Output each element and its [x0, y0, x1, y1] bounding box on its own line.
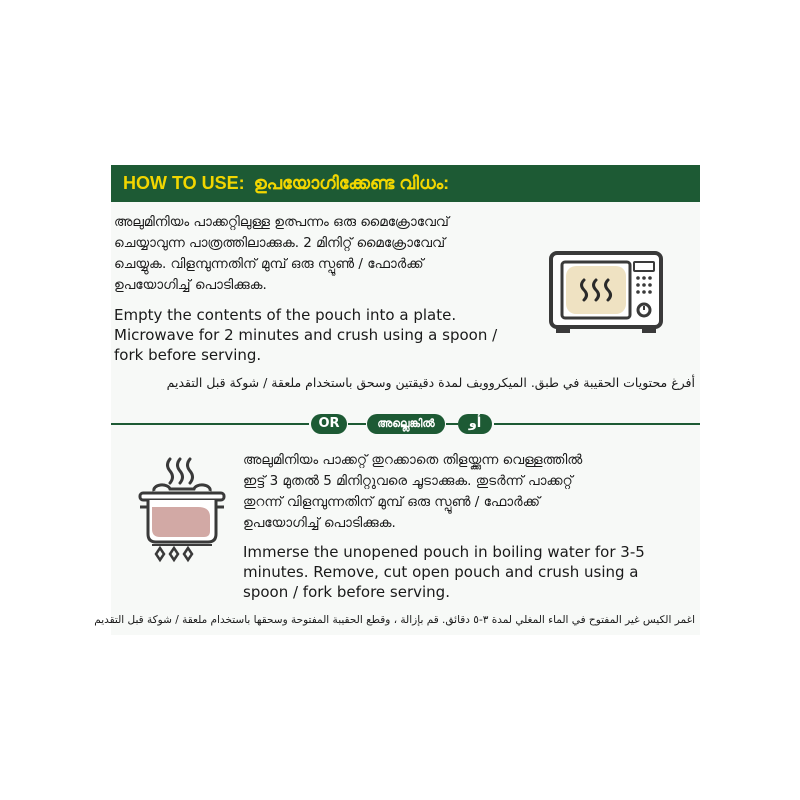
or-badge-en: OR	[311, 414, 347, 434]
method1-ml-line: ചെയ്യാവുന്ന പാത്രത്തിലാക്കുക. 2 മിനിറ്റ് മൈക്രോവേവ്	[114, 235, 446, 251]
divider-line-left	[111, 423, 309, 425]
method2-english	[243, 542, 673, 602]
method2-arabic: اغمر الكيس غير المفتوح في الماء المغلي لمدة ٣-٥ دقائق. قم بإزالة ، وقطع الحقيبة المفتوحة وسحقها باستخدام ملعقة / شوكة قبل التقديم	[94, 614, 695, 626]
microwave-icon	[548, 250, 664, 338]
method1-en-line: fork before serving.	[114, 346, 262, 364]
divider-line-mid-right	[446, 423, 458, 425]
method1-english	[114, 305, 539, 365]
header-title-ml: ഉപയോഗിക്കേണ്ട വിധം:	[253, 173, 450, 193]
section-header	[111, 165, 700, 202]
or-badge-ar: أو	[458, 414, 492, 434]
divider-line-mid-left	[348, 423, 366, 425]
method2-ml-line: തുറന്ന് വിളമ്പുന്നതിന് മുമ്പ് ഒരു സ്പൂൺ / ഫോർക്ക്	[243, 494, 540, 510]
divider-line-right	[494, 423, 700, 425]
boiling-pot-icon	[132, 455, 232, 563]
method2-ml-line: അലുമിനിയം പാക്കറ്റ് തുറക്കാതെ തിളയ്ക്കുന്ന വെള്ളത്തിൽ	[243, 452, 583, 468]
header-title-en: HOW TO USE:	[123, 173, 245, 193]
method1-ml-line: അലുമിനിയം പാക്കറ്റിലുള്ള ഉത്പന്നം ഒരു മൈക്രോവേവ്	[114, 214, 449, 230]
method2-en-line: spoon / fork before serving.	[243, 583, 450, 601]
method1-en-line: Empty the contents of the pouch into a plate.	[114, 306, 457, 324]
method1-arabic: أفرغ محتويات الحقيبة في طبق. الميكروويف لمدة دقيقتين وسحق باستخدام ملعقة / شوكة قبل التقديم	[166, 375, 695, 390]
method1-ml-line: ഉപയോഗിച്ച് പൊടിക്കുക.	[114, 277, 267, 293]
method1-ml-line: ചെയ്യുക. വിളമ്പുന്നതിന് മുമ്പ് ഒരു സ്പൂൺ / ഫോർക്ക്	[114, 256, 424, 272]
method2-malayalam	[243, 450, 693, 534]
method1-malayalam	[114, 212, 534, 296]
method1-en-line: Microwave for 2 minutes and crush using a spoon /	[114, 326, 498, 344]
method2-en-line: Immerse the unopened pouch in boiling water for 3-5	[243, 543, 645, 561]
method2-ml-line: ഇട്ട് 3 മുതൽ 5 മിനിറ്റുവരെ ചൂടാക്കുക. തുടർന്ന് പാക്കറ്റ്	[243, 473, 573, 489]
method2-en-line: minutes. Remove, cut open pouch and crush using a	[243, 563, 639, 581]
or-badge-ml: അല്ലെങ്കിൽ	[367, 414, 445, 434]
method2-ml-line: ഉപയോഗിച്ച് പൊടിക്കുക.	[243, 515, 396, 531]
